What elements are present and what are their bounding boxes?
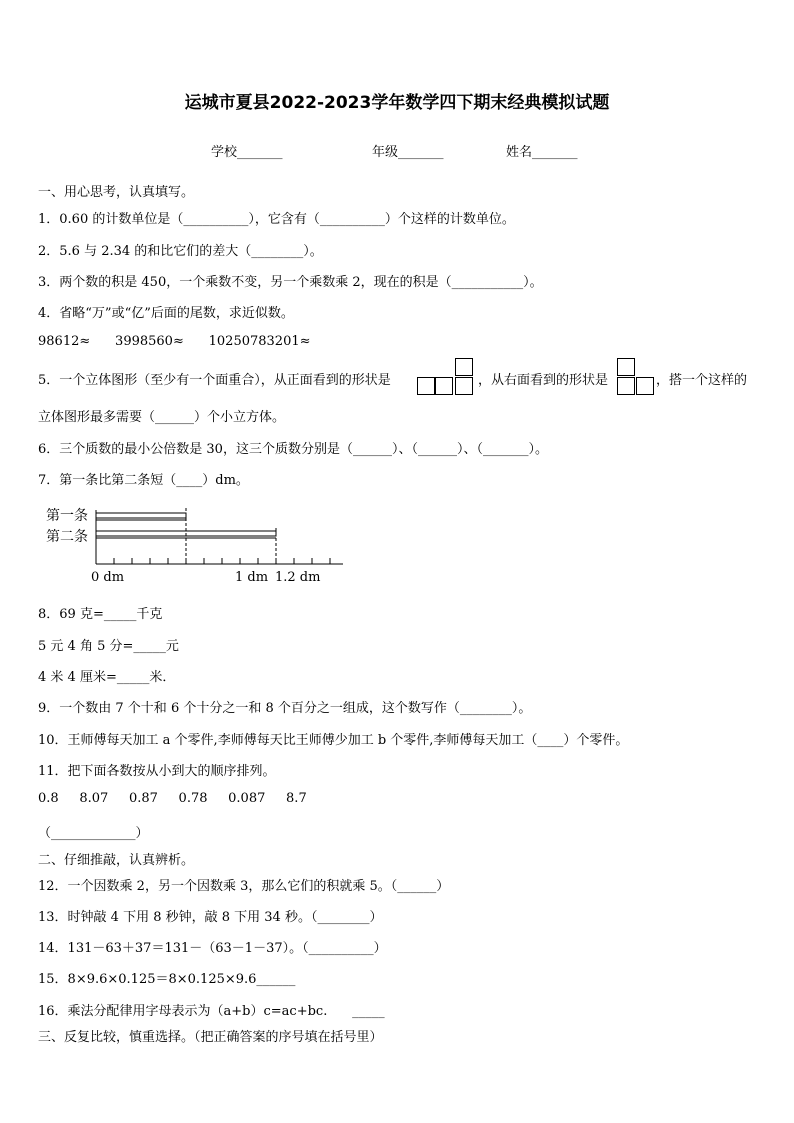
question-8a: 8．69 克=_____千克 [38, 607, 163, 622]
question-5-part1: 5．一个立体图形（至少有一个面重合），从正面看到的形状是 [38, 373, 391, 388]
question-12: 12．一个因数乘 2，另一个因数乘 3，那么它们的积就乘 5。（______） [38, 879, 450, 894]
section-3-heading: 三、反复比较，慎重选择。（把正确答案的序号填在括号里） [38, 1030, 383, 1045]
question-2: 2．5.6 与 2.34 的和比它们的差大（________）。 [38, 244, 323, 259]
question-11-answer: （_____________） [38, 826, 149, 841]
question-9: 9．一个数由 7 个十和 6 个十分之一和 8 个百分之一组成，这个数写作（________）。 [38, 701, 532, 716]
tick-label-1: 1 dm [235, 570, 269, 585]
section-2-heading: 二、仔细推敲，认真辨析。 [38, 853, 195, 868]
question-7: 7．第一条比第二条短（____）dm。 [38, 473, 249, 488]
question-13: 13．时钟敲 4 下用 8 秒钟，敲 8 下用 34 秒。（________） [38, 910, 383, 925]
question-11: 11．把下面各数按从小到大的顺序排列。 [38, 764, 276, 779]
question-7-figure [38, 500, 358, 590]
question-5-part2: ，从右面看到的形状是 [478, 373, 609, 388]
figure-label-first: 第一条 [46, 508, 88, 524]
question-10: 10．王师傅每天加工 a 个零件,李师傅每天比王师傅少加工 b 个零件,李师傅每天加工（____）个零件。 [38, 733, 629, 748]
tick-label-0: 0 dm [91, 570, 125, 585]
grade-field: 年级_______ [372, 145, 444, 160]
question-8b: 5 元 4 角 5 分=_____元 [38, 639, 179, 654]
question-3: 3．两个数的积是 450，一个乘数不变，另一个乘数乘 2，现在的积是（___________）。 [38, 275, 543, 290]
question-11-numbers: 0.8 8.07 0.87 0.78 0.087 8.7 [38, 791, 307, 806]
question-5-part3: ，搭一个这样的 [656, 373, 748, 388]
question-5-line2: 立体图形最多需要（______）个小立方体。 [38, 410, 286, 425]
question-15: 15．8×9.6×0.125＝8×0.125×9.6______ [38, 972, 296, 987]
page-title: 运城市夏县2022-2023学年数学四下期末经典模拟试题 [184, 93, 610, 113]
question-4-items: 98612≈ 3998560≈ 10250783201≈ [38, 334, 311, 349]
question-1: 1．0.60 的计数单位是（__________），它含有（__________）个这样的计数单位。 [38, 212, 515, 227]
figure-label-second: 第二条 [46, 529, 88, 545]
school-field: 学校_______ [211, 145, 283, 160]
question-6: 6．三个质数的最小公倍数是 30，这三个质数分别是（______）、（______）、（_______）。 [38, 442, 548, 457]
question-16: 16．乘法分配律用字母表示为（a+b）c=ac+bc. _____ [38, 1004, 385, 1019]
name-field: 姓名_______ [506, 145, 578, 160]
section-1-heading: 一、用心思考，认真填写。 [38, 185, 195, 200]
tick-label-2: 1.2 dm [275, 570, 321, 585]
question-14: 14．131－63＋37＝131－（63－1－37）。（__________） [38, 941, 387, 956]
question-8c: 4 米 4 厘米=_____米． [38, 670, 176, 685]
question-4: 4．省略“万”或“亿”后面的尾数，求近似数。 [38, 306, 294, 321]
